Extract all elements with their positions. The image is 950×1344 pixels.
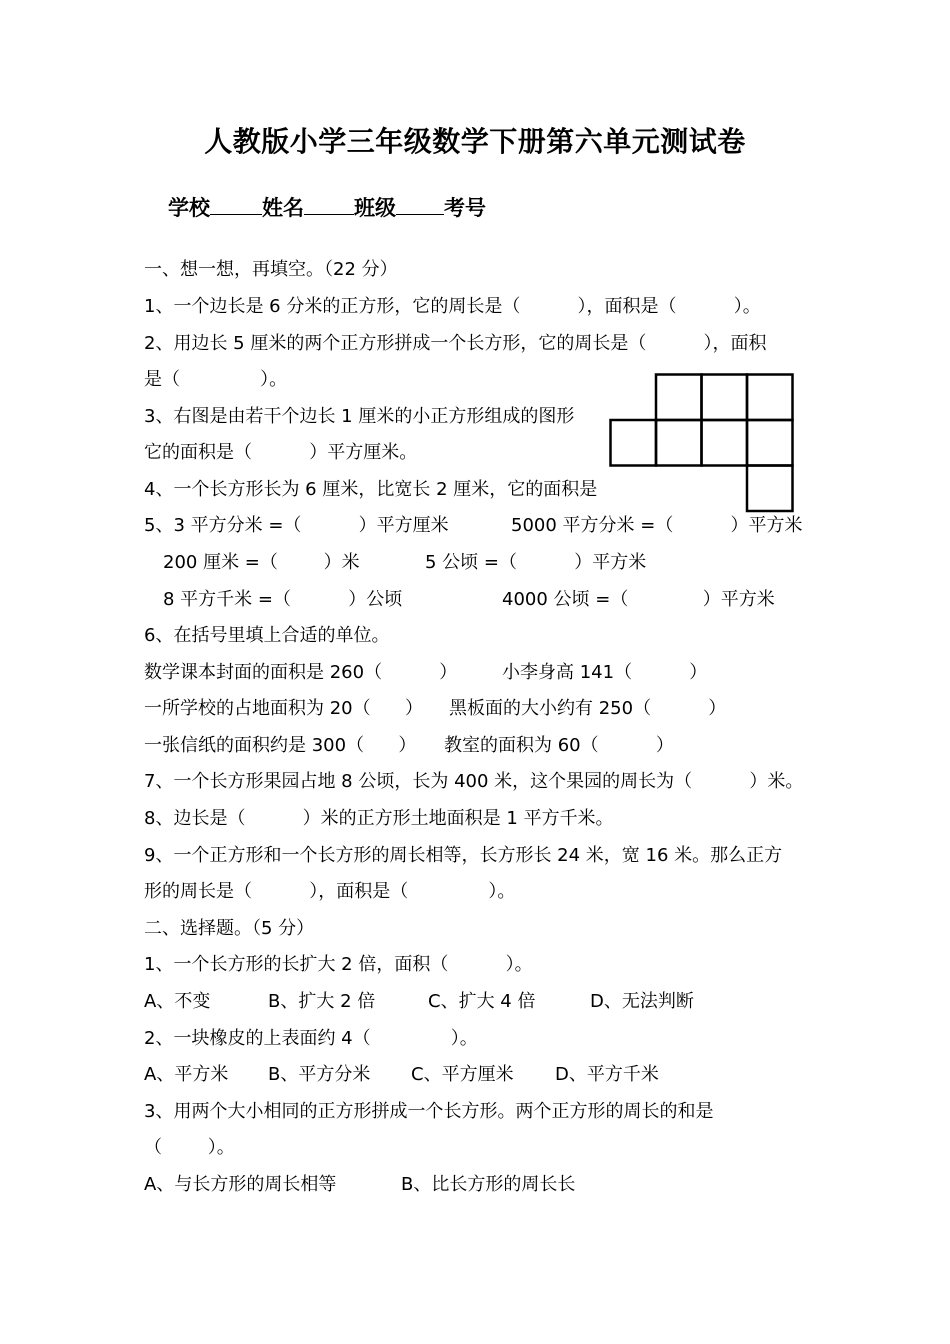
s1-q6: 6、在括号里填上合适的单位。 [144,625,390,646]
s2-q2-option-c[interactable]: C、平方厘米 [411,1064,514,1085]
s1-q6-row3-left: 一张信纸的面积约是 300（ ） [144,735,417,756]
s1-q1: 1、一个边长是 6 分米的正方形，它的周长是（ ），面积是（ ）。 [144,296,761,317]
s1-q7: 7、一个长方形果园占地 8 公顷，长为 400 米，这个果园的周长为（ ）米。 [144,771,804,792]
s1-q4: 4、一个长方形长为 6 厘米，比宽长 2 厘米，它的面积是 [144,479,598,500]
page-title: 人教版小学三年级数学下册第六单元测试卷 [204,125,746,158]
grid-cell [656,420,702,466]
s1-q3-line2: 它的面积是（ ）平方厘米。 [144,442,418,463]
class-label: 班级 [354,196,396,220]
s2-q3-option-b[interactable]: B、比长方形的周长长 [401,1174,576,1195]
s2-q2: 2、一块橡皮的上表面约 4（ ）。 [144,1028,478,1049]
s2-q3-line1: 3、用两个大小相同的正方形拼成一个长方形。两个正方形的周长的和是 [144,1101,714,1122]
s2-q2-option-b[interactable]: B、平方分米 [268,1064,371,1085]
school-blank[interactable] [210,194,262,215]
s1-q2-line2: 是（ ）。 [144,369,288,390]
s1-q6-row2-left: 一所学校的占地面积为 20（ ） [144,698,423,719]
school-label: 学校 [168,196,210,220]
s2-q1-option-c[interactable]: C、扩大 4 倍 [428,991,536,1012]
s2-q2-option-d[interactable]: D、平方千米 [555,1064,659,1085]
s1-q5-row2-left: 200 厘米 =（ ）米 [163,552,360,573]
s2-q1-option-b[interactable]: B、扩大 2 倍 [268,991,376,1012]
s1-q6-row2-right: 黑板面的大小约有 250（ ） [449,698,727,719]
grid-cell [611,420,657,466]
s1-q6-row1-right: 小李身高 141（ ） [502,662,708,683]
s1-q5-row2-right: 5 公顷 =（ ）平方米 [425,552,647,573]
s1-q2-line1: 2、用边长 5 厘米的两个正方形拼成一个长方形，它的周长是（ ），面积 [144,333,767,354]
section2-heading: 二、选择题。（5 分） [144,918,315,939]
s2-q3-option-a[interactable]: A、与长方形的周长相等 [144,1174,337,1195]
name-blank[interactable] [304,194,354,215]
s1-q5-row3-left: 8 平方千米 =（ ）公顷 [163,589,403,610]
header-fields [168,192,486,222]
grid-cell [702,375,748,421]
s1-q6-row1-left: 数学课本封面的面积是 260（ ） [144,662,458,683]
s1-q6-row3-right: 教室的面积为 60（ ） [444,735,674,756]
grid-cell [702,420,748,466]
s2-q1-option-a[interactable]: A、不变 [144,991,211,1012]
s2-q1: 1、一个长方形的长扩大 2 倍，面积（ ）。 [144,954,533,975]
s1-q9-line1: 9、一个正方形和一个长方形的周长相等，长方形长 24 米，宽 16 米。那么正方 [144,845,783,866]
s1-q8: 8、边长是（ ）米的正方形土地面积是 1 平方千米。 [144,808,614,829]
exam-no-label: 考号 [444,196,486,220]
class-blank[interactable] [396,194,444,215]
grid-cell [747,375,793,421]
section1-heading: 一、想一想，再填空。（22 分） [144,259,398,280]
s2-q1-option-d[interactable]: D、无法判断 [590,991,694,1012]
s1-q3-line1: 3、右图是由若干个边长 1 厘米的小正方形组成的图形 [144,406,575,427]
s2-q3-line2: （ ）。 [144,1137,235,1158]
grid-cell [747,466,793,512]
square-grid-figure [609,373,795,513]
s1-q9-line2: 形的周长是（ ），面积是（ ）。 [144,881,516,902]
name-label: 姓名 [262,196,304,220]
grid-cell [747,420,793,466]
grid-cell [656,375,702,421]
s1-q5-row3-right: 4000 公顷 =（ ）平方米 [502,589,775,610]
s1-q5-row1-right: 5000 平方分米 =（ ）平方米 [511,515,803,536]
s1-q5-row1-left: 5、3 平方分米 =（ ）平方厘米 [144,515,449,536]
s2-q2-option-a[interactable]: A、平方米 [144,1064,229,1085]
